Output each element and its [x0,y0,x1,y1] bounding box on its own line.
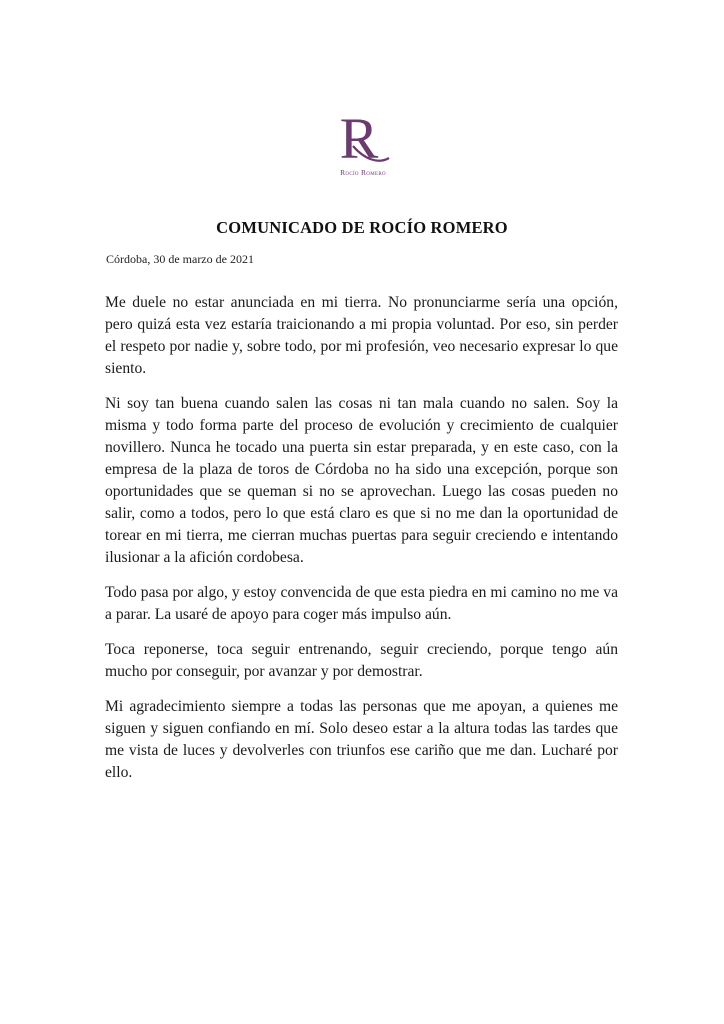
logo-letter: R [339,108,379,166]
document-title: COMUNICADO DE ROCÍO ROMERO [216,218,508,237]
paragraph: Mi agradecimiento siempre a todas las personas que me apoyan, a quienes me siguen y siguen confiando en mí. Solo deseo estar a la altura todas las tardes que me vista de luces y devolverles con triunfos ese cariño que me dan. Lucharé por ello. [105,698,618,781]
paragraph: Todo pasa por algo, y estoy convencida de que esta piedra en mi camino no me va a parar. La usaré de apoyo para coger más impulso aún. [105,584,618,623]
logo-caption: Rocío Romero [340,168,386,177]
document-date: Córdoba, 30 de marzo de 2021 [106,252,254,266]
paragraph: Me duele no estar anunciada en mi tierra. No pronunciarme sería una opción, pero quizá esta vez estaría traicionando a mi propia voluntad. Por eso, sin perder el respeto por nadie y, sobre todo, por mi profesión, veo necesario expresar lo que siento. [105,294,618,377]
paragraph: Ni soy tan buena cuando salen las cosas ni tan mala cuando no salen. Soy la misma y todo forma parte del proceso de evolución y crecimiento de cualquier novillero. Nunca he tocado una puerta sin estar preparada, y en este caso, con la empresa de la plaza de toros de Córdoba no ha sido una excepción, porque son oportunidades que se queman si no se aprovechan. Luego las cosas pueden no salir, como a todos, pero lo que está claro es que si no me dan la oportunidad de torear en mi tierra, me cierran muchas puertas para seguir creciendo e intentando ilusionar a la afición cordobesa. [105,395,618,566]
document-body [105,292,618,797]
paragraph: Toca reponerse, toca seguir entrenando, seguir creciendo, porque tengo aún mucho por conseguir, por avanzar y por demostrar. [105,641,618,680]
logo [318,108,408,188]
logo-r-monogram [335,108,391,166]
